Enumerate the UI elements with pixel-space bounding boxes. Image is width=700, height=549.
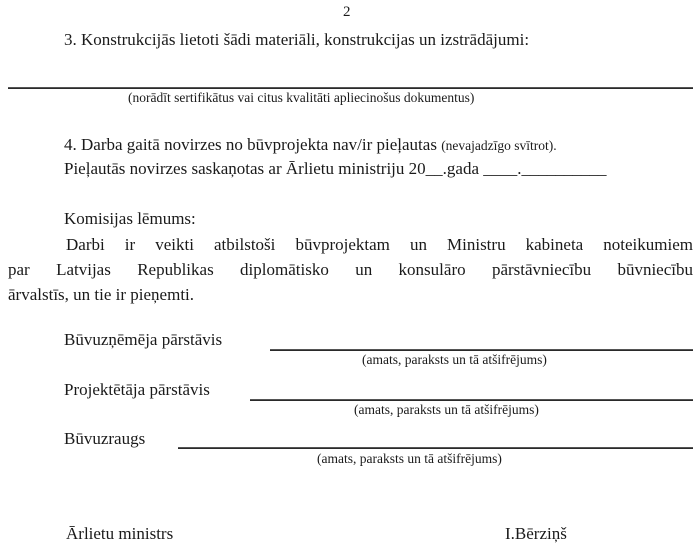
designer-rep-label: Projektētāja pārstāvis xyxy=(64,380,210,399)
section-4-note: (nevajadzīgo svītrot). xyxy=(441,138,557,153)
decision-line: par Latvijas Republikas diplomātisko un konsulāro pārstāvniecību būvniecību xyxy=(8,260,693,279)
designer-rep-signature-line[interactable] xyxy=(250,399,693,401)
section-4-main-text: 4. Darba gaitā novirzes no būvprojekta nav/ir pieļautas xyxy=(64,135,437,154)
decision-line: Darbi ir veikti atbilstoši būvprojektam un Ministru kabineta noteikumiem xyxy=(66,235,693,254)
section-4-line-1 xyxy=(64,135,557,155)
minister-name: I.Bērziņš xyxy=(505,524,567,543)
contractor-rep-label: Būvuzņēmēja pārstāvis xyxy=(64,330,223,349)
supervisor-signature-line[interactable] xyxy=(178,447,693,449)
section-3-heading: 3. Konstrukcijās lietoti šādi materiāli, konstrukcijas un izstrādājumi: xyxy=(64,30,530,49)
minister-title: Ārlietu ministrs xyxy=(66,524,174,543)
decision-heading: Komisijas lēmums: xyxy=(64,209,196,228)
section-3-note: (norādīt sertifikātus vai citus kvalitāti apliecinošus dokumentus) xyxy=(128,90,475,105)
contractor-rep-note: (amats, paraksts un tā atšifrējums) xyxy=(362,352,547,367)
decision-paragraph xyxy=(8,232,693,307)
page-number: 2 xyxy=(343,4,351,20)
supervisor-note: (amats, paraksts un tā atšifrējums) xyxy=(317,451,502,466)
decision-line: ārvalstīs, un tie ir pieņemti. xyxy=(8,285,195,304)
section-4-line-2: Pieļautās novirzes saskaņotas ar Ārlietu ministriju 20__.gada ____.__________ xyxy=(64,159,607,178)
materials-fill-line xyxy=(8,87,693,89)
contractor-rep-signature-line[interactable] xyxy=(270,349,693,351)
supervisor-label: Būvuzraugs xyxy=(64,429,146,448)
designer-rep-note: (amats, paraksts un tā atšifrējums) xyxy=(354,402,539,417)
